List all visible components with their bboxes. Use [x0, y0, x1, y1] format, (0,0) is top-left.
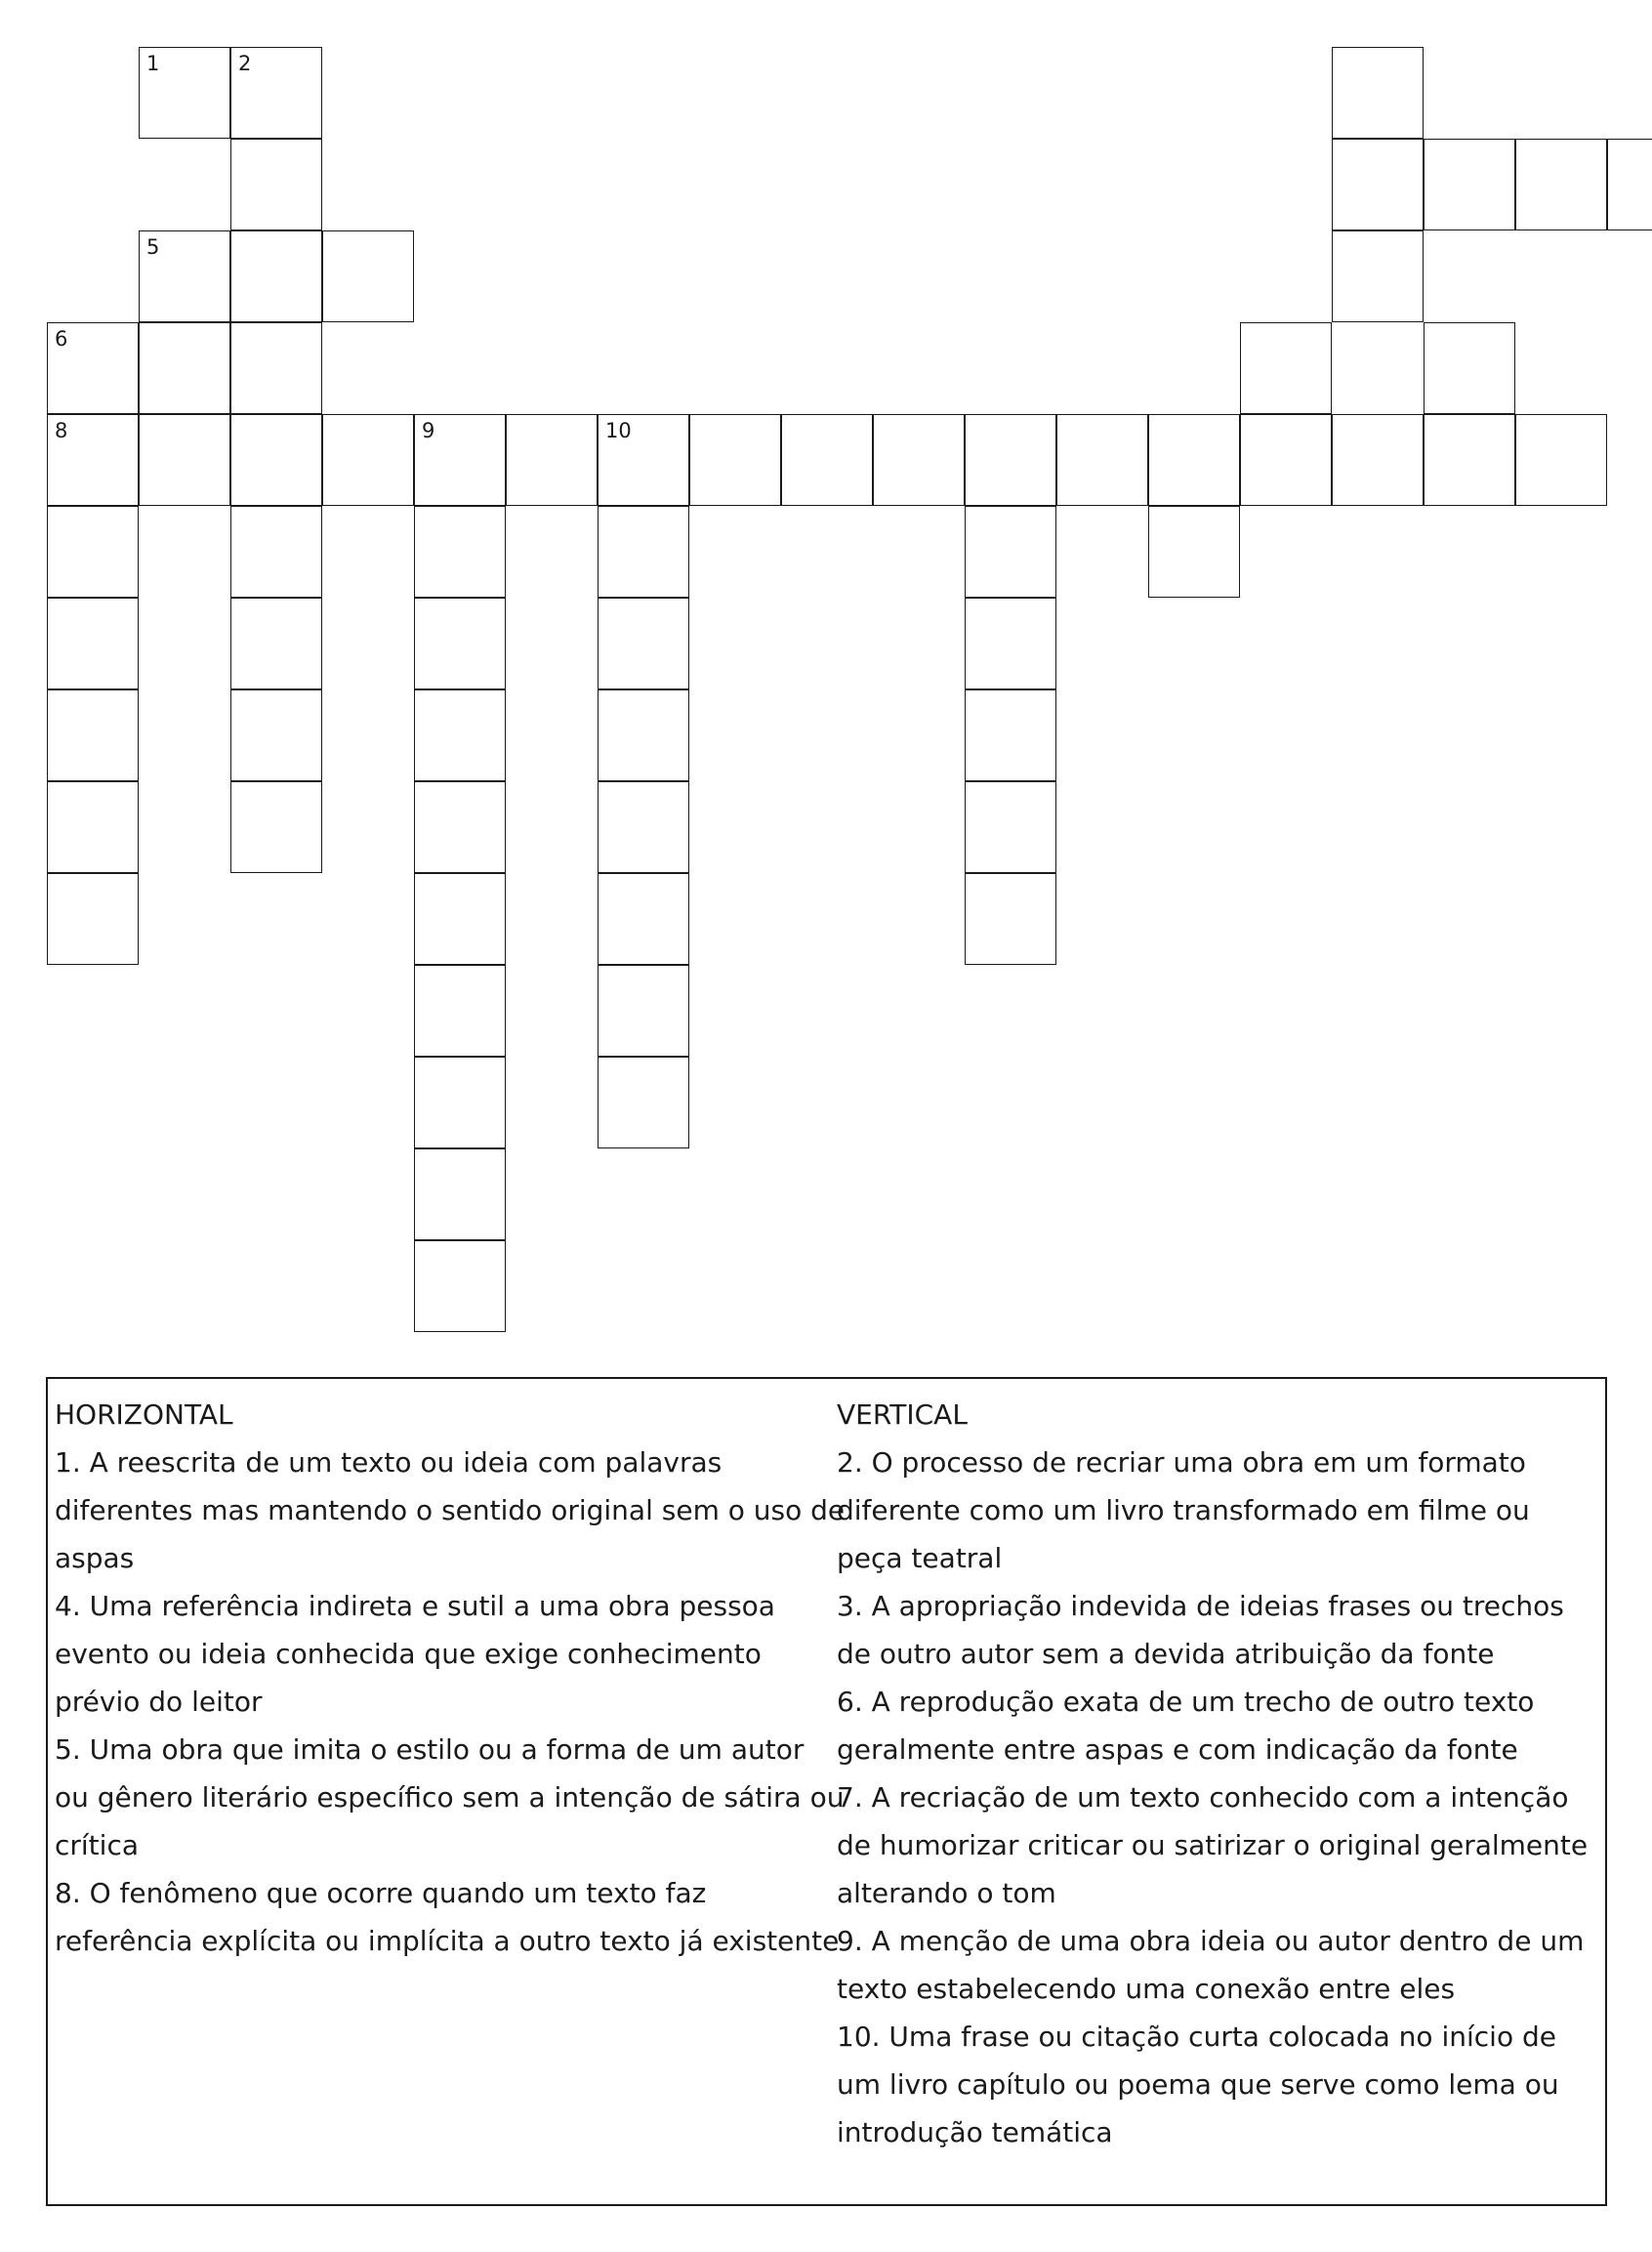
grid-cell[interactable] — [139, 414, 230, 506]
grid-cell[interactable] — [1607, 139, 1652, 230]
grid-cell[interactable] — [139, 47, 230, 139]
grid-cell[interactable] — [965, 598, 1056, 689]
grid-cell[interactable] — [1424, 322, 1515, 414]
grid-cell[interactable] — [873, 414, 965, 506]
grid-cell[interactable] — [1424, 139, 1515, 230]
grid-cell[interactable] — [230, 506, 322, 598]
grid-cell[interactable] — [230, 598, 322, 689]
grid-cell[interactable] — [1332, 47, 1424, 139]
grid-cell[interactable] — [230, 689, 322, 781]
grid-cell[interactable] — [506, 414, 598, 506]
grid-cell[interactable] — [1056, 414, 1148, 506]
clue-v-7: 7. A recriação de um texto conhecido com a intenção de humorizar criticar ou satirizar o original geralmente alterando o tom — [837, 1781, 1589, 1909]
grid-cell[interactable] — [965, 873, 1056, 965]
grid-cell[interactable] — [230, 47, 322, 139]
grid-cell[interactable] — [230, 322, 322, 414]
grid-cell[interactable] — [965, 414, 1056, 506]
clue-v-3: 3. A apropriação indevida de ideias frases ou trechos de outro autor sem a devida atribuição da fonte — [837, 1590, 1564, 1670]
clue-number: 10 — [605, 419, 632, 442]
grid-cell[interactable] — [47, 598, 139, 689]
grid-cell[interactable] — [414, 598, 506, 689]
grid-cell[interactable] — [414, 873, 506, 965]
clue-h-4: 4. Uma referência indireta e sutil a uma obra pessoa evento ou ideia conhecida que exige conhecimento prévio do leitor — [55, 1590, 775, 1718]
horizontal-heading: HORIZONTAL — [55, 1398, 233, 1431]
grid-cell[interactable] — [781, 414, 873, 506]
grid-cell[interactable] — [322, 230, 414, 322]
grid-cell[interactable] — [414, 689, 506, 781]
clue-v-2: 2. O processo de recriar uma obra em um formato diferente como um livro transformado em filme ou peça teatral — [837, 1446, 1530, 1574]
grid-cell[interactable] — [1424, 414, 1515, 506]
horizontal-clues — [55, 1391, 846, 1965]
grid-cell[interactable] — [598, 506, 689, 598]
grid-cell[interactable] — [1148, 414, 1240, 506]
grid-cell[interactable] — [689, 414, 781, 506]
grid-cell[interactable] — [598, 598, 689, 689]
grid-cell[interactable] — [598, 873, 689, 965]
grid-cell[interactable] — [47, 506, 139, 598]
grid-cell[interactable] — [965, 781, 1056, 873]
grid-cell[interactable] — [965, 506, 1056, 598]
grid-cell[interactable] — [139, 230, 230, 322]
grid-cell[interactable] — [965, 689, 1056, 781]
grid-cell[interactable] — [230, 139, 322, 230]
clue-h-8: 8. O fenômeno que ocorre quando um texto faz referência explícita ou implícita a outro texto já existente — [55, 1877, 840, 1957]
grid-cell[interactable] — [598, 781, 689, 873]
vertical-heading: VERTICAL — [837, 1398, 968, 1431]
grid-cell[interactable] — [598, 414, 689, 506]
grid-cell[interactable] — [1240, 322, 1332, 414]
grid-cell[interactable] — [1515, 139, 1607, 230]
clue-v-6: 6. A reprodução exata de um trecho de outro texto geralmente entre aspas e com indicação da fonte — [837, 1686, 1535, 1766]
grid-cell[interactable] — [414, 1148, 506, 1240]
grid-cell[interactable] — [230, 414, 322, 506]
clue-number: 2 — [238, 52, 252, 75]
grid-cell[interactable] — [414, 1240, 506, 1332]
grid-cell[interactable] — [1332, 230, 1424, 322]
grid-cell[interactable] — [1332, 139, 1424, 230]
grid-cell[interactable] — [1240, 414, 1332, 506]
grid-cell[interactable] — [47, 689, 139, 781]
clue-number: 5 — [146, 235, 160, 259]
clue-number: 1 — [146, 52, 160, 75]
grid-cell[interactable] — [414, 965, 506, 1057]
grid-cell[interactable] — [230, 781, 322, 873]
grid-cell[interactable] — [1148, 506, 1240, 598]
grid-cell[interactable] — [47, 414, 139, 506]
grid-cell[interactable] — [1332, 414, 1424, 506]
clue-v-9: 9. A menção de uma obra ideia ou autor dentro de um texto estabelecendo uma conexão entre eles — [837, 1925, 1585, 2005]
clue-h-5: 5. Uma obra que imita o estilo ou a forma de um autor ou gênero literário específico sem a intenção de sátira ou crítica — [55, 1733, 845, 1861]
grid-cell[interactable] — [47, 322, 139, 414]
grid-cell[interactable] — [230, 230, 322, 322]
clue-number: 6 — [55, 327, 68, 351]
clue-number: 8 — [55, 419, 68, 442]
vertical-clues — [837, 1391, 1598, 2156]
grid-cell[interactable] — [414, 781, 506, 873]
grid-cell[interactable] — [139, 322, 230, 414]
grid-cell[interactable] — [598, 965, 689, 1057]
grid-cell[interactable] — [47, 873, 139, 965]
clue-h-1: 1. A reescrita de um texto ou ideia com palavras diferentes mas mantendo o sentido original sem o uso de aspas — [55, 1446, 846, 1574]
clue-v-10: 10. Uma frase ou citação curta colocada no início de um livro capítulo ou poema que serve como lema ou introdução temática — [837, 2021, 1559, 2148]
grid-cell[interactable] — [414, 506, 506, 598]
clues-box — [46, 1377, 1607, 2206]
grid-cell[interactable] — [1515, 414, 1607, 506]
grid-cell[interactable] — [414, 414, 506, 506]
grid-cell[interactable] — [47, 781, 139, 873]
grid-cell[interactable] — [414, 1057, 506, 1148]
grid-cell[interactable] — [598, 1057, 689, 1148]
clue-number: 9 — [422, 419, 435, 442]
grid-cell[interactable] — [322, 414, 414, 506]
grid-cell[interactable] — [598, 689, 689, 781]
